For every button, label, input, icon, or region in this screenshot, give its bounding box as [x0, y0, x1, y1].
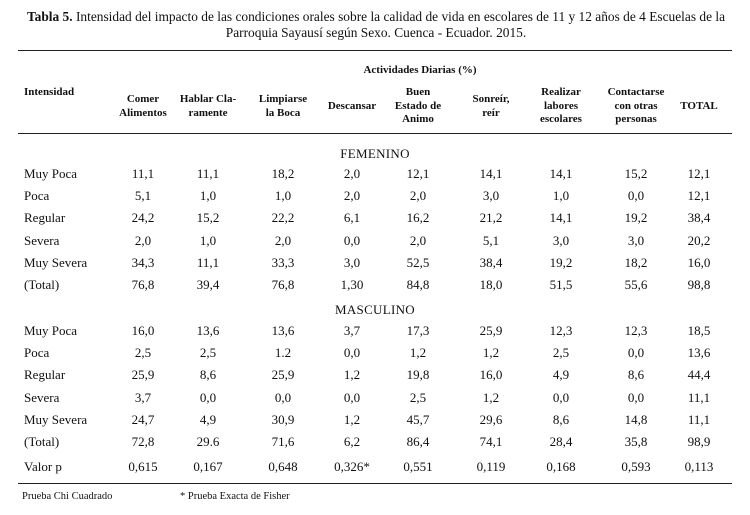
table-cell: 1,0 — [552, 188, 570, 203]
table-cell: 25,9 — [131, 367, 155, 382]
table-cell: 0,615 — [128, 459, 158, 474]
table-cell: 12,1 — [687, 166, 711, 181]
table-cell: 19,2 — [549, 255, 573, 270]
table-cell: 2,0 — [274, 233, 292, 248]
table-cell: 0,113 — [684, 459, 714, 474]
column-header — [595, 86, 677, 127]
table-cell: 5,1 — [482, 233, 500, 248]
table-cell: 24,7 — [131, 412, 155, 427]
table-cell: 39,4 — [196, 277, 220, 292]
table-cell: 0,119 — [476, 459, 506, 474]
table-cell: 29,6 — [479, 412, 503, 427]
table-cell: 1,2 — [409, 345, 427, 360]
table-row — [0, 255, 750, 275]
table-cell: 34,3 — [131, 255, 155, 270]
column-header — [461, 93, 521, 120]
table-row — [0, 434, 750, 454]
column-header-line: Contactarse — [607, 86, 665, 98]
column-header-line: Descansar — [327, 100, 377, 112]
row-label: Severa — [24, 390, 60, 405]
table-cell: 3,0 — [482, 188, 500, 203]
table-cell: 38,4 — [687, 210, 711, 225]
table-cell: 16,2 — [406, 210, 430, 225]
table-row — [0, 390, 750, 410]
table-cell: 3,0 — [343, 255, 361, 270]
table-cell: 11,1 — [687, 390, 711, 405]
table-cell: 3,0 — [627, 233, 645, 248]
table-row — [0, 323, 750, 343]
table-cell: 72,8 — [131, 434, 155, 449]
footnote-chi: Prueba Chi Cuadrado — [22, 491, 113, 502]
table-cell: 98,8 — [687, 277, 711, 292]
column-header — [526, 86, 596, 127]
table-row — [0, 345, 750, 365]
table-cell: 98,9 — [687, 434, 711, 449]
row-label: Regular — [24, 210, 66, 225]
table-cell: 0,0 — [627, 345, 645, 360]
table-caption — [20, 9, 732, 41]
table-cell: 5,1 — [134, 188, 152, 203]
table-cell: 28,4 — [549, 434, 573, 449]
table-cell: 0,0 — [343, 345, 361, 360]
table-cell: 74,1 — [479, 434, 503, 449]
top-rule — [18, 50, 732, 51]
table-cell: 15,2 — [624, 166, 648, 181]
column-header-line: Alimentos — [119, 106, 167, 119]
table-cell: 11,1 — [196, 255, 220, 270]
column-header-line: ramente — [188, 106, 228, 119]
table-cell: 13,6 — [687, 345, 711, 360]
table-cell: 2,0 — [409, 188, 427, 203]
table-cell: 38,4 — [479, 255, 503, 270]
table-cell: 4,9 — [199, 412, 217, 427]
table-cell: 55,6 — [624, 277, 648, 292]
table-cell: 2,0 — [343, 166, 361, 181]
table-cell: 76,8 — [131, 277, 155, 292]
table-cell: 0,326* — [334, 459, 370, 474]
table-row — [0, 367, 750, 387]
table-cell: 1,2 — [343, 367, 361, 382]
caption-label: Tabla 5. — [26, 9, 73, 24]
column-header — [169, 93, 247, 120]
table-cell: 76,8 — [271, 277, 295, 292]
table-cell: 18,2 — [271, 166, 295, 181]
table-cell: 2,5 — [199, 345, 217, 360]
table-cell: 35,8 — [624, 434, 648, 449]
table-cell: 1,2 — [343, 412, 361, 427]
table-cell: 33,3 — [271, 255, 295, 270]
column-header-line: escolares — [540, 113, 582, 125]
section-title: FEMENINO — [340, 146, 410, 161]
table-cell: 16,0 — [479, 367, 503, 382]
table-cell: 1,0 — [274, 188, 292, 203]
table-cell: 12,1 — [406, 166, 430, 181]
table-row — [0, 277, 750, 297]
column-header-line: Limpiarse — [258, 93, 308, 105]
table-cell: 0,0 — [274, 390, 292, 405]
table-cell: 2,5 — [552, 345, 570, 360]
table-cell: 51,5 — [549, 277, 573, 292]
table-cell: 19,2 — [624, 210, 648, 225]
table-cell: 21,2 — [479, 210, 503, 225]
table-cell: 2,0 — [134, 233, 152, 248]
table-cell: 1,2 — [482, 390, 500, 405]
column-header-line: con otras — [614, 99, 658, 112]
table-cell: 17,3 — [406, 323, 430, 338]
table-cell: 45,7 — [406, 412, 430, 427]
table-cell: 0,0 — [627, 188, 645, 203]
table-row — [0, 459, 750, 479]
column-header-line: Buen — [405, 86, 431, 98]
table-cell: 8,6 — [199, 367, 217, 382]
table-cell: 4,9 — [552, 367, 570, 382]
table-cell: 1.2 — [274, 345, 292, 360]
table-cell: 16,0 — [131, 323, 155, 338]
column-header — [385, 86, 451, 127]
table-cell: 1,0 — [199, 233, 217, 248]
table-cell: 6,2 — [343, 434, 361, 449]
table-cell: 14,1 — [479, 166, 503, 181]
row-label: Regular — [24, 367, 66, 382]
table-cell: 14,1 — [549, 210, 573, 225]
table-row — [0, 210, 750, 230]
table-cell: 25,9 — [271, 367, 295, 382]
row-label: Poca — [24, 188, 50, 203]
bottom-rule — [18, 483, 732, 484]
caption-text: Intensidad del impacto de las condiciones orales sobre la calidad de vida en escolares de 11 y 12 años de 4 Escuelas de la Parroquia Sayausí según Sexo. Cuenca - Ecuador. 2015. — [72, 9, 726, 40]
table-cell: 0,648 — [268, 459, 298, 474]
table-cell: 2,0 — [409, 233, 427, 248]
table-cell: 8,6 — [627, 367, 645, 382]
table-cell: 16,0 — [687, 255, 711, 270]
table-row — [0, 166, 750, 186]
column-header — [674, 100, 724, 114]
table-cell: 1,2 — [482, 345, 500, 360]
table-cell: 6,1 — [343, 210, 361, 225]
row-label: Muy Poca — [24, 166, 78, 181]
table-cell: 71,6 — [271, 434, 295, 449]
table-cell: 44,4 — [687, 367, 711, 382]
column-header-line: personas — [615, 113, 657, 125]
table-cell: 14,1 — [549, 166, 573, 181]
row-label: Muy Severa — [24, 412, 88, 427]
column-header-line: Animo — [402, 113, 434, 125]
column-header-line: Sonreír, — [472, 93, 510, 105]
column-header — [248, 93, 318, 120]
table-cell: 3,7 — [343, 323, 361, 338]
table-cell: 0,551 — [403, 459, 433, 474]
table-cell: 2,5 — [134, 345, 152, 360]
table-cell: 0,167 — [193, 459, 223, 474]
table-cell: 15,2 — [196, 210, 220, 225]
table-cell: 0,0 — [343, 233, 361, 248]
table-cell: 0,0 — [627, 390, 645, 405]
table-cell: 14,8 — [624, 412, 648, 427]
table-cell: 0,168 — [546, 459, 576, 474]
row-label: Muy Poca — [24, 323, 78, 338]
table-cell: 1,30 — [340, 277, 364, 292]
column-header-line: Realizar — [541, 86, 581, 98]
column-header-line: reír — [482, 106, 500, 119]
column-header-line: la Boca — [265, 106, 301, 119]
column-header — [322, 100, 382, 114]
table-row — [0, 233, 750, 253]
table-row — [0, 412, 750, 432]
column-header — [108, 93, 178, 120]
table-cell: 30,9 — [271, 412, 295, 427]
header-rule — [18, 133, 732, 134]
table-cell: 8,6 — [552, 412, 570, 427]
table-cell: 0,0 — [199, 390, 217, 405]
table-cell: 29.6 — [196, 434, 220, 449]
row-label: Muy Severa — [24, 255, 88, 270]
table-cell: 19,8 — [406, 367, 430, 382]
table-cell: 12,3 — [549, 323, 573, 338]
row-label: (Total) — [24, 434, 60, 449]
row-label: Severa — [24, 233, 60, 248]
header-intensity: Intensidad — [24, 86, 75, 98]
column-header-line: TOTAL — [680, 100, 718, 112]
table-cell: 86,4 — [406, 434, 430, 449]
table-cell: 12,3 — [624, 323, 648, 338]
table-cell: 52,5 — [406, 255, 430, 270]
table-cell: 11,1 — [196, 166, 220, 181]
row-label: (Total) — [24, 277, 60, 292]
section-title: MASCULINO — [335, 302, 415, 317]
table-cell: 3,0 — [552, 233, 570, 248]
table-cell: 2,0 — [343, 188, 361, 203]
table-cell: 22,2 — [271, 210, 295, 225]
row-label: Poca — [24, 345, 50, 360]
column-header-line: labores — [543, 99, 579, 112]
row-label: Valor p — [24, 459, 62, 474]
header-group: Actividades Diarias (%) — [363, 64, 477, 76]
table-cell: 18,5 — [687, 323, 711, 338]
column-header-line: Estado de — [394, 99, 442, 112]
table-cell: 2,5 — [409, 390, 427, 405]
table-cell: 18,0 — [479, 277, 503, 292]
table-cell: 0,0 — [343, 390, 361, 405]
footnote-fisher: * Prueba Exacta de Fisher — [180, 491, 290, 502]
table-row — [0, 188, 750, 208]
table-cell: 0,593 — [621, 459, 651, 474]
column-header-line: Comer — [126, 93, 160, 105]
table-cell: 3,7 — [134, 390, 152, 405]
table-cell: 84,8 — [406, 277, 430, 292]
table-cell: 13,6 — [196, 323, 220, 338]
table-cell: 0,0 — [552, 390, 570, 405]
table-cell: 12,1 — [687, 188, 711, 203]
table-cell: 11,1 — [131, 166, 155, 181]
table-cell: 1,0 — [199, 188, 217, 203]
table-cell: 20,2 — [687, 233, 711, 248]
table-cell: 13,6 — [271, 323, 295, 338]
column-header-line: Hablar Cla- — [179, 93, 237, 105]
table-cell: 24,2 — [131, 210, 155, 225]
table-cell: 11,1 — [687, 412, 711, 427]
table-cell: 18,2 — [624, 255, 648, 270]
table-cell: 25,9 — [479, 323, 503, 338]
